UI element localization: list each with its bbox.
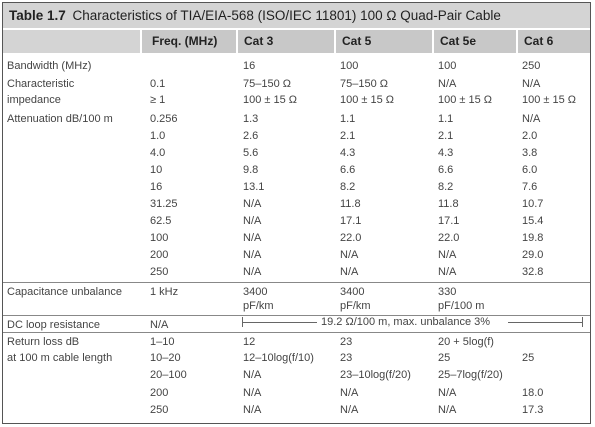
table-cell: 17.1 <box>340 215 362 227</box>
table-cell: N/A <box>243 387 262 399</box>
table-cell: 3400 <box>243 286 268 298</box>
table-cell: 1.1 <box>438 113 454 125</box>
section-divider-capacitance <box>3 282 590 283</box>
header-cat6: Cat 6 <box>518 30 590 53</box>
table-cell: Return loss dB <box>7 336 80 348</box>
table-cell: 7.6 <box>522 181 538 193</box>
table-cell: N/A <box>522 113 541 125</box>
table-cell: 75–150 Ω <box>243 78 291 90</box>
table-cell: 11.8 <box>340 198 361 210</box>
table-cell: 100 ± 15 Ω <box>243 94 298 106</box>
table-cell: 20 + 5log(f) <box>438 336 494 348</box>
table-cell: N/A <box>340 404 359 416</box>
table-cell: 1.3 <box>243 113 259 125</box>
span-line-left <box>242 322 317 323</box>
table-cell: 9.8 <box>243 164 259 176</box>
table-cell: 23 <box>340 352 353 364</box>
table-cell: 75–150 Ω <box>340 78 388 90</box>
span-line-right <box>508 322 583 323</box>
table-cell: 100 <box>150 232 169 244</box>
table-cell: impedance <box>7 94 61 106</box>
table-cell: 100 <box>438 60 457 72</box>
table-cell: 2.0 <box>522 130 538 142</box>
table-cell: 1 kHz <box>150 286 179 298</box>
table-cell: DC loop resistance <box>7 319 100 331</box>
table-cell: N/A <box>243 404 262 416</box>
table-cell: N/A <box>243 249 262 261</box>
table-header <box>3 30 590 53</box>
table-cell: N/A <box>438 249 457 261</box>
table-cell: 16 <box>150 181 163 193</box>
table-cell: 15.4 <box>522 215 544 227</box>
table-cell: N/A <box>340 249 359 261</box>
table-cell: 31.25 <box>150 198 178 210</box>
table-cell: 22.0 <box>438 232 460 244</box>
table-cell: N/A <box>340 266 359 278</box>
table-cell: N/A <box>243 232 262 244</box>
table-cell: 11.8 <box>438 198 459 210</box>
table-cell: 4.0 <box>150 147 166 159</box>
table-cell: 23–10log(f/20) <box>340 369 411 381</box>
table-cell: 100 ± 15 Ω <box>340 94 395 106</box>
header-blank <box>3 30 140 53</box>
table-cell: N/A <box>438 387 457 399</box>
table-cell: 23 <box>340 336 353 348</box>
table-cell: 250 <box>150 266 169 278</box>
table-cell: 0.1 <box>150 78 166 90</box>
table-cell: N/A <box>243 215 262 227</box>
table-cell: 8.2 <box>340 181 356 193</box>
table-cell: 2.1 <box>340 130 356 142</box>
table-cell: 16 <box>243 60 256 72</box>
table-cell: 62.5 <box>150 215 172 227</box>
table-cell: 250 <box>150 404 169 416</box>
table-cell: N/A <box>150 319 169 331</box>
table-cell: 22.0 <box>340 232 362 244</box>
table-cell: pF/km <box>340 300 371 312</box>
table-cell: 6.6 <box>438 164 454 176</box>
table-cell: 4.3 <box>340 147 356 159</box>
table-cell: 4.3 <box>438 147 454 159</box>
table-cell: N/A <box>438 78 457 90</box>
table-cell: 17.1 <box>438 215 460 227</box>
table-cell: Attenuation dB/100 m <box>7 113 113 125</box>
span-tick-right <box>582 317 583 327</box>
header-cat5: Cat 5 <box>336 30 432 53</box>
table-cell: 100 ± 15 Ω <box>522 94 577 106</box>
table-cell: pF/100 m <box>438 300 485 312</box>
table-cell: 6.6 <box>340 164 356 176</box>
table-number: Table 1.7 <box>9 8 66 23</box>
table-cell: 3400 <box>340 286 365 298</box>
table-cell: 1–10 <box>150 336 175 348</box>
table-cell: N/A <box>438 404 457 416</box>
table-cell: 25–7log(f/20) <box>438 369 503 381</box>
table-cell: N/A <box>340 387 359 399</box>
table-cell: 10–20 <box>150 352 181 364</box>
table-cell: 25 <box>522 352 535 364</box>
header-cat5e: Cat 5e <box>434 30 516 53</box>
table-cell: 200 <box>150 249 169 261</box>
table-frame <box>2 2 591 424</box>
table-cell: N/A <box>438 266 457 278</box>
table-cell: 200 <box>150 387 169 399</box>
table-caption <box>3 3 590 28</box>
table-cell: N/A <box>243 266 262 278</box>
table-cell: 12 <box>243 336 256 348</box>
table-cell: 8.2 <box>438 181 454 193</box>
table-cell: 20–100 <box>150 369 187 381</box>
table-cell: 13.1 <box>243 181 265 193</box>
table-cell: 17.3 <box>522 404 544 416</box>
table-cell: Capacitance unbalance <box>7 286 122 298</box>
table-cell: N/A <box>243 369 262 381</box>
table-cell: 2.1 <box>438 130 454 142</box>
table-cell: 25 <box>438 352 451 364</box>
table-cell: 0.256 <box>150 113 178 125</box>
header-freq: Freq. (MHz) <box>142 30 236 53</box>
table-cell: 18.0 <box>522 387 544 399</box>
table-cell: N/A <box>522 78 541 90</box>
table-cell: ≥ 1 <box>150 94 166 106</box>
table-cell: 12–10log(f/10) <box>243 352 314 364</box>
table-cell: 2.6 <box>243 130 259 142</box>
header-cat3: Cat 3 <box>238 30 334 53</box>
table-cell: 100 ± 15 Ω <box>438 94 493 106</box>
table-cell: 32.8 <box>522 266 544 278</box>
table-cell: 19.8 <box>522 232 544 244</box>
table-cell: at 100 m cable length <box>7 352 113 364</box>
table-cell: Bandwidth (MHz) <box>7 60 92 72</box>
table-cell: pF/km <box>243 300 274 312</box>
dc-resistance-value: 19.2 Ω/100 m, max. unbalance 3% <box>321 316 491 328</box>
table-cell: 250 <box>522 60 541 72</box>
table-cell: 3.8 <box>522 147 538 159</box>
table-cell: 100 <box>340 60 359 72</box>
table-cell: Characteristic <box>7 78 75 90</box>
dc-resistance-span <box>242 316 583 329</box>
table-title: Characteristics of TIA/EIA-568 (ISO/IEC 11801) 100 Ω Quad-Pair Cable <box>72 8 501 23</box>
table-cell: 10 <box>150 164 163 176</box>
table-cell: 1.1 <box>340 113 356 125</box>
section-divider-return-loss <box>3 332 590 333</box>
table-cell: 330 <box>438 286 457 298</box>
table-cell: 29.0 <box>522 249 544 261</box>
table-cell: N/A <box>243 198 262 210</box>
table-cell: 10.7 <box>522 198 544 210</box>
table-cell: 5.6 <box>243 147 259 159</box>
table-cell: 6.0 <box>522 164 538 176</box>
table-cell: 1.0 <box>150 130 166 142</box>
